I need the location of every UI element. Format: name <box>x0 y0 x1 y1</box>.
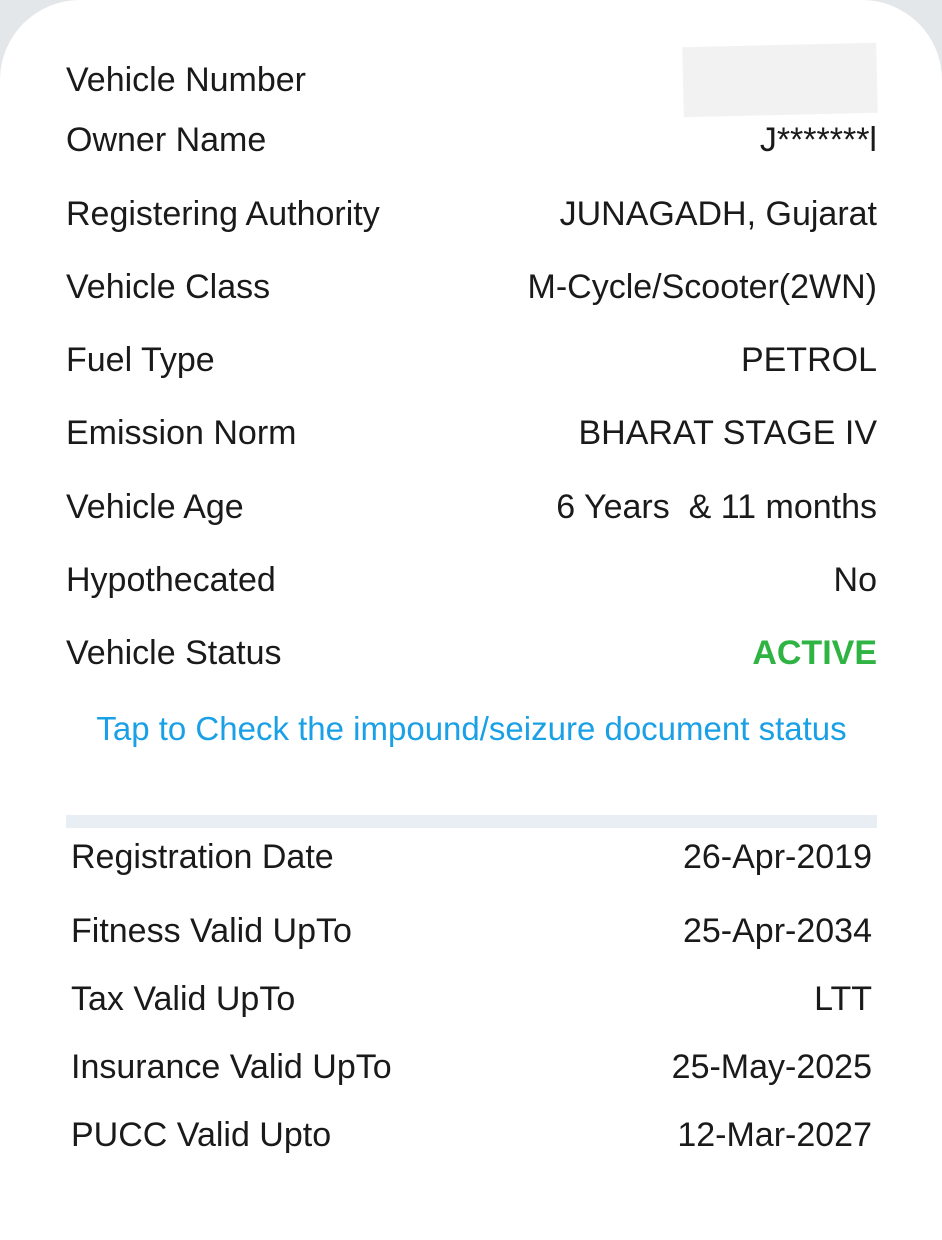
registration-date-label: Registration Date <box>71 837 334 876</box>
section-divider <box>66 815 877 828</box>
fitness-valid-value: 25-Apr-2034 <box>682 911 872 950</box>
registering-authority-value: JUNAGADH, Gujarat <box>559 194 877 233</box>
insurance-valid-value: 25-May-2025 <box>671 1047 872 1086</box>
owner-name-row <box>66 115 877 165</box>
fuel-type-label: Fuel Type <box>66 340 215 379</box>
vehicle-age-label: Vehicle Age <box>66 487 244 526</box>
vehicle-class-label: Vehicle Class <box>66 267 271 306</box>
owner-name-label: Owner Name <box>66 120 267 159</box>
vehicle-class-value: M-Cycle/Scooter(2WN) <box>527 267 877 306</box>
pucc-valid-value: 12-Mar-2027 <box>677 1115 872 1154</box>
vehicle-number-row <box>66 55 877 105</box>
fitness-valid-label: Fitness Valid UpTo <box>71 911 352 950</box>
hypothecated-row <box>66 555 877 605</box>
pucc-valid-row <box>71 1110 872 1160</box>
vehicle-status-row <box>66 628 877 678</box>
emission-norm-label: Emission Norm <box>66 413 297 452</box>
vehicle-status-label: Vehicle Status <box>66 633 282 672</box>
vehicle-age-row <box>66 482 877 532</box>
vehicle-number-label: Vehicle Number <box>66 60 307 99</box>
tax-valid-row <box>71 974 872 1024</box>
vehicle-status-badge: ACTIVE <box>752 633 877 672</box>
fuel-type-value: PETROL <box>740 340 877 379</box>
vehicle-age-value: 6 Years & 11 months <box>556 487 877 526</box>
insurance-valid-row <box>71 1042 872 1092</box>
hypothecated-label: Hypothecated <box>66 560 276 599</box>
tax-valid-label: Tax Valid UpTo <box>71 979 296 1018</box>
registration-date-value: 26-Apr-2019 <box>682 837 872 876</box>
registering-authority-row <box>66 189 877 239</box>
registering-authority-label: Registering Authority <box>66 194 380 233</box>
fuel-type-row <box>66 335 877 385</box>
tax-valid-value: LTT <box>814 979 872 1018</box>
hypothecated-value: No <box>833 560 877 599</box>
insurance-valid-label: Insurance Valid UpTo <box>71 1047 392 1086</box>
impound-status-link[interactable]: Tap to Check the impound/seizure document status <box>96 710 847 747</box>
owner-name-value: J*******l <box>759 120 877 159</box>
fitness-valid-row <box>71 906 872 956</box>
emission-norm-value: BHARAT STAGE IV <box>578 413 877 452</box>
registration-date-row <box>71 832 872 882</box>
emission-norm-row <box>66 408 877 458</box>
pucc-valid-label: PUCC Valid Upto <box>71 1115 332 1154</box>
vehicle-class-row <box>66 262 877 312</box>
